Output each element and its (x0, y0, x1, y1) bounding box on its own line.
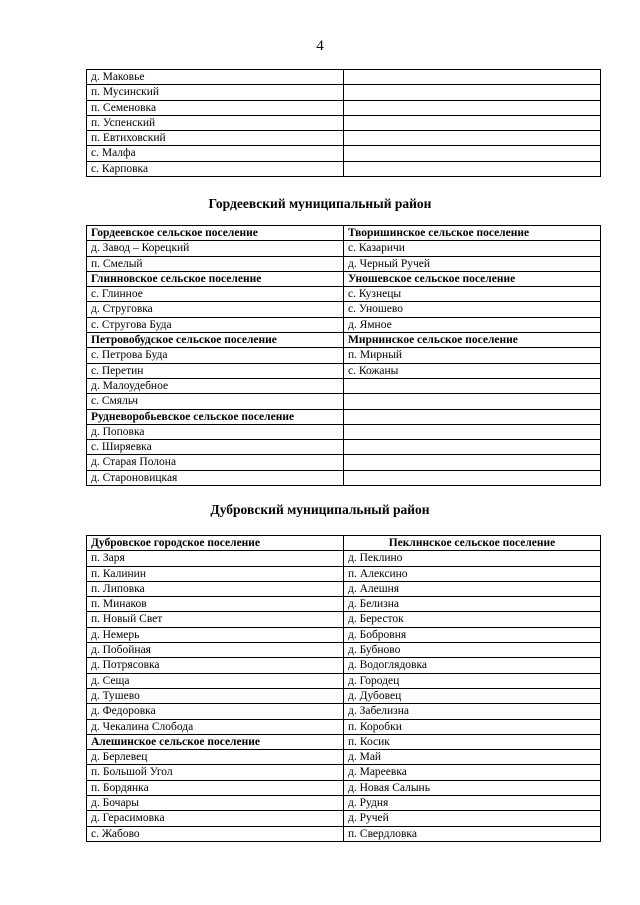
gordeevsky-settlements-table (86, 225, 601, 486)
settlement-name-header: Гордеевское сельское поселение (87, 226, 344, 241)
locality-name: п. Заря (87, 551, 344, 566)
table-row (87, 161, 601, 176)
locality-name (344, 440, 601, 455)
table-row (87, 612, 601, 627)
table-row (87, 811, 601, 826)
locality-name: с. Казаричи (344, 241, 601, 256)
locality-name: д. Пеклино (344, 551, 601, 566)
locality-name: п. Семеновка (87, 100, 344, 115)
table-row (87, 100, 601, 115)
locality-name: д. Бубново (344, 643, 601, 658)
locality-name: п. Большой Угол (87, 765, 344, 780)
locality-name (344, 424, 601, 439)
locality-name: с. Ширяевка (87, 440, 344, 455)
table-row (87, 796, 601, 811)
locality-name: д. Дубовец (344, 688, 601, 703)
table-row (87, 424, 601, 439)
locality-name: д. Староновицкая (87, 470, 344, 485)
locality-name: д. Сеща (87, 673, 344, 688)
table-row (87, 131, 601, 146)
locality-name: п. Минаков (87, 597, 344, 612)
settlement-name-header: Пеклинское сельское поселение (344, 536, 601, 551)
locality-name: д. Ручей (344, 811, 601, 826)
locality-name: с. Смяльч (87, 394, 344, 409)
section-title-dubrovsky: Дубровский муниципальный район (210, 502, 430, 517)
locality-name: с. Кожаны (344, 363, 601, 378)
locality-name: с. Стругова Буда (87, 317, 344, 332)
locality-name: п. Смелый (87, 256, 344, 271)
table-row (87, 70, 601, 85)
locality-name: п. Бордянка (87, 780, 344, 795)
settlements-table-continued (86, 69, 601, 177)
locality-name: п. Алексино (344, 566, 601, 581)
locality-name: д. Май (344, 750, 601, 765)
table-row (87, 719, 601, 734)
locality-name: д. Потрясовка (87, 658, 344, 673)
locality-name: с. Петрова Буда (87, 348, 344, 363)
table-row (87, 85, 601, 100)
table-row (87, 455, 601, 470)
locality-name: с. Карповка (87, 161, 344, 176)
locality-name: д. Берлевец (87, 750, 344, 765)
locality-name: д. Малоудебное (87, 378, 344, 393)
locality-name (344, 455, 601, 470)
locality-name: д. Рудня (344, 796, 601, 811)
locality-name: д. Черный Ручей (344, 256, 601, 271)
locality-name: д. Алешня (344, 581, 601, 596)
locality-name: д. Федоровка (87, 704, 344, 719)
table-row (87, 146, 601, 161)
locality-name: д. Белизна (344, 597, 601, 612)
table-row (87, 440, 601, 455)
locality-name: д. Старая Полона (87, 455, 344, 470)
table-row (87, 750, 601, 765)
table-row (87, 409, 601, 424)
locality-name: п. Успенский (87, 115, 344, 130)
table-row (87, 597, 601, 612)
table-row (87, 115, 601, 130)
table-row (87, 241, 601, 256)
table-row (87, 551, 601, 566)
locality-name: д. Мареевка (344, 765, 601, 780)
table-row (87, 226, 601, 241)
locality-name: д. Поповка (87, 424, 344, 439)
locality-name (344, 115, 601, 130)
table-row (87, 470, 601, 485)
locality-name: с. Перетин (87, 363, 344, 378)
locality-name: д. Новая Салынь (344, 780, 601, 795)
settlement-name-header: Рудневоробьевское сельское поселение (87, 409, 344, 424)
table-row (87, 536, 601, 551)
table-row (87, 704, 601, 719)
table-row (87, 643, 601, 658)
locality-name: д. Бобровня (344, 627, 601, 642)
table-row (87, 688, 601, 703)
locality-name (344, 409, 601, 424)
locality-name: п. Калинин (87, 566, 344, 581)
locality-name: п. Евтиховский (87, 131, 344, 146)
locality-name: п. Коробки (344, 719, 601, 734)
dubrovsky-settlements-table (86, 535, 601, 842)
locality-name: с. Малфа (87, 146, 344, 161)
locality-name: д. Тушево (87, 688, 344, 703)
section-title-gordeevsky: Гордеевский муниципальный район (208, 196, 432, 211)
locality-name (344, 131, 601, 146)
locality-name: п. Косик (344, 734, 601, 749)
locality-name: п. Новый Свет (87, 612, 344, 627)
locality-name: д. Побойная (87, 643, 344, 658)
locality-name (344, 146, 601, 161)
table-row (87, 765, 601, 780)
locality-name: д. Водоглядовка (344, 658, 601, 673)
settlement-name-header: Дубровское городское поселение (87, 536, 344, 551)
locality-name: д. Бочары (87, 796, 344, 811)
locality-name: д. Завод – Корецкий (87, 241, 344, 256)
settlement-name-header: Мирнинское сельское поселение (344, 333, 601, 348)
locality-name (344, 394, 601, 409)
locality-name: с. Кузнецы (344, 287, 601, 302)
table-row (87, 780, 601, 795)
table-row (87, 287, 601, 302)
table-row (87, 658, 601, 673)
settlement-name-header: Алешинское сельское поселение (87, 734, 344, 749)
locality-name: с. Уношево (344, 302, 601, 317)
locality-name (344, 70, 601, 85)
table-row (87, 271, 601, 286)
locality-name (344, 161, 601, 176)
locality-name: п. Липовка (87, 581, 344, 596)
table-row (87, 581, 601, 596)
locality-name (344, 470, 601, 485)
settlement-name-header: Петровобудское сельское поселение (87, 333, 344, 348)
locality-name: д. Ямное (344, 317, 601, 332)
locality-name: с. Жабово (87, 826, 344, 841)
table-row (87, 378, 601, 393)
locality-name: д. Чекалина Слобода (87, 719, 344, 734)
locality-name (344, 85, 601, 100)
table-row (87, 317, 601, 332)
table-row (87, 256, 601, 271)
settlement-name-header: Уношевское сельское поселение (344, 271, 601, 286)
table-row (87, 734, 601, 749)
table-row (87, 627, 601, 642)
table-row (87, 394, 601, 409)
locality-name: д. Маковье (87, 70, 344, 85)
table-row (87, 566, 601, 581)
locality-name: д. Бересток (344, 612, 601, 627)
locality-name (344, 378, 601, 393)
table-row (87, 333, 601, 348)
locality-name: д. Герасимовка (87, 811, 344, 826)
locality-name: п. Свердловка (344, 826, 601, 841)
locality-name: д. Городец (344, 673, 601, 688)
table-row (87, 826, 601, 841)
table-row (87, 363, 601, 378)
locality-name: д. Струговка (87, 302, 344, 317)
table-row (87, 302, 601, 317)
locality-name: с. Глинное (87, 287, 344, 302)
settlement-name-header: Глинновское сельское поселение (87, 271, 344, 286)
locality-name: п. Мусинский (87, 85, 344, 100)
settlement-name-header: Творишинское сельское поселение (344, 226, 601, 241)
locality-name: д. Немерь (87, 627, 344, 642)
locality-name: д. Забелизна (344, 704, 601, 719)
table-row (87, 348, 601, 363)
locality-name (344, 100, 601, 115)
page-number: 4 (316, 38, 324, 54)
locality-name: п. Мирный (344, 348, 601, 363)
table-row (87, 673, 601, 688)
